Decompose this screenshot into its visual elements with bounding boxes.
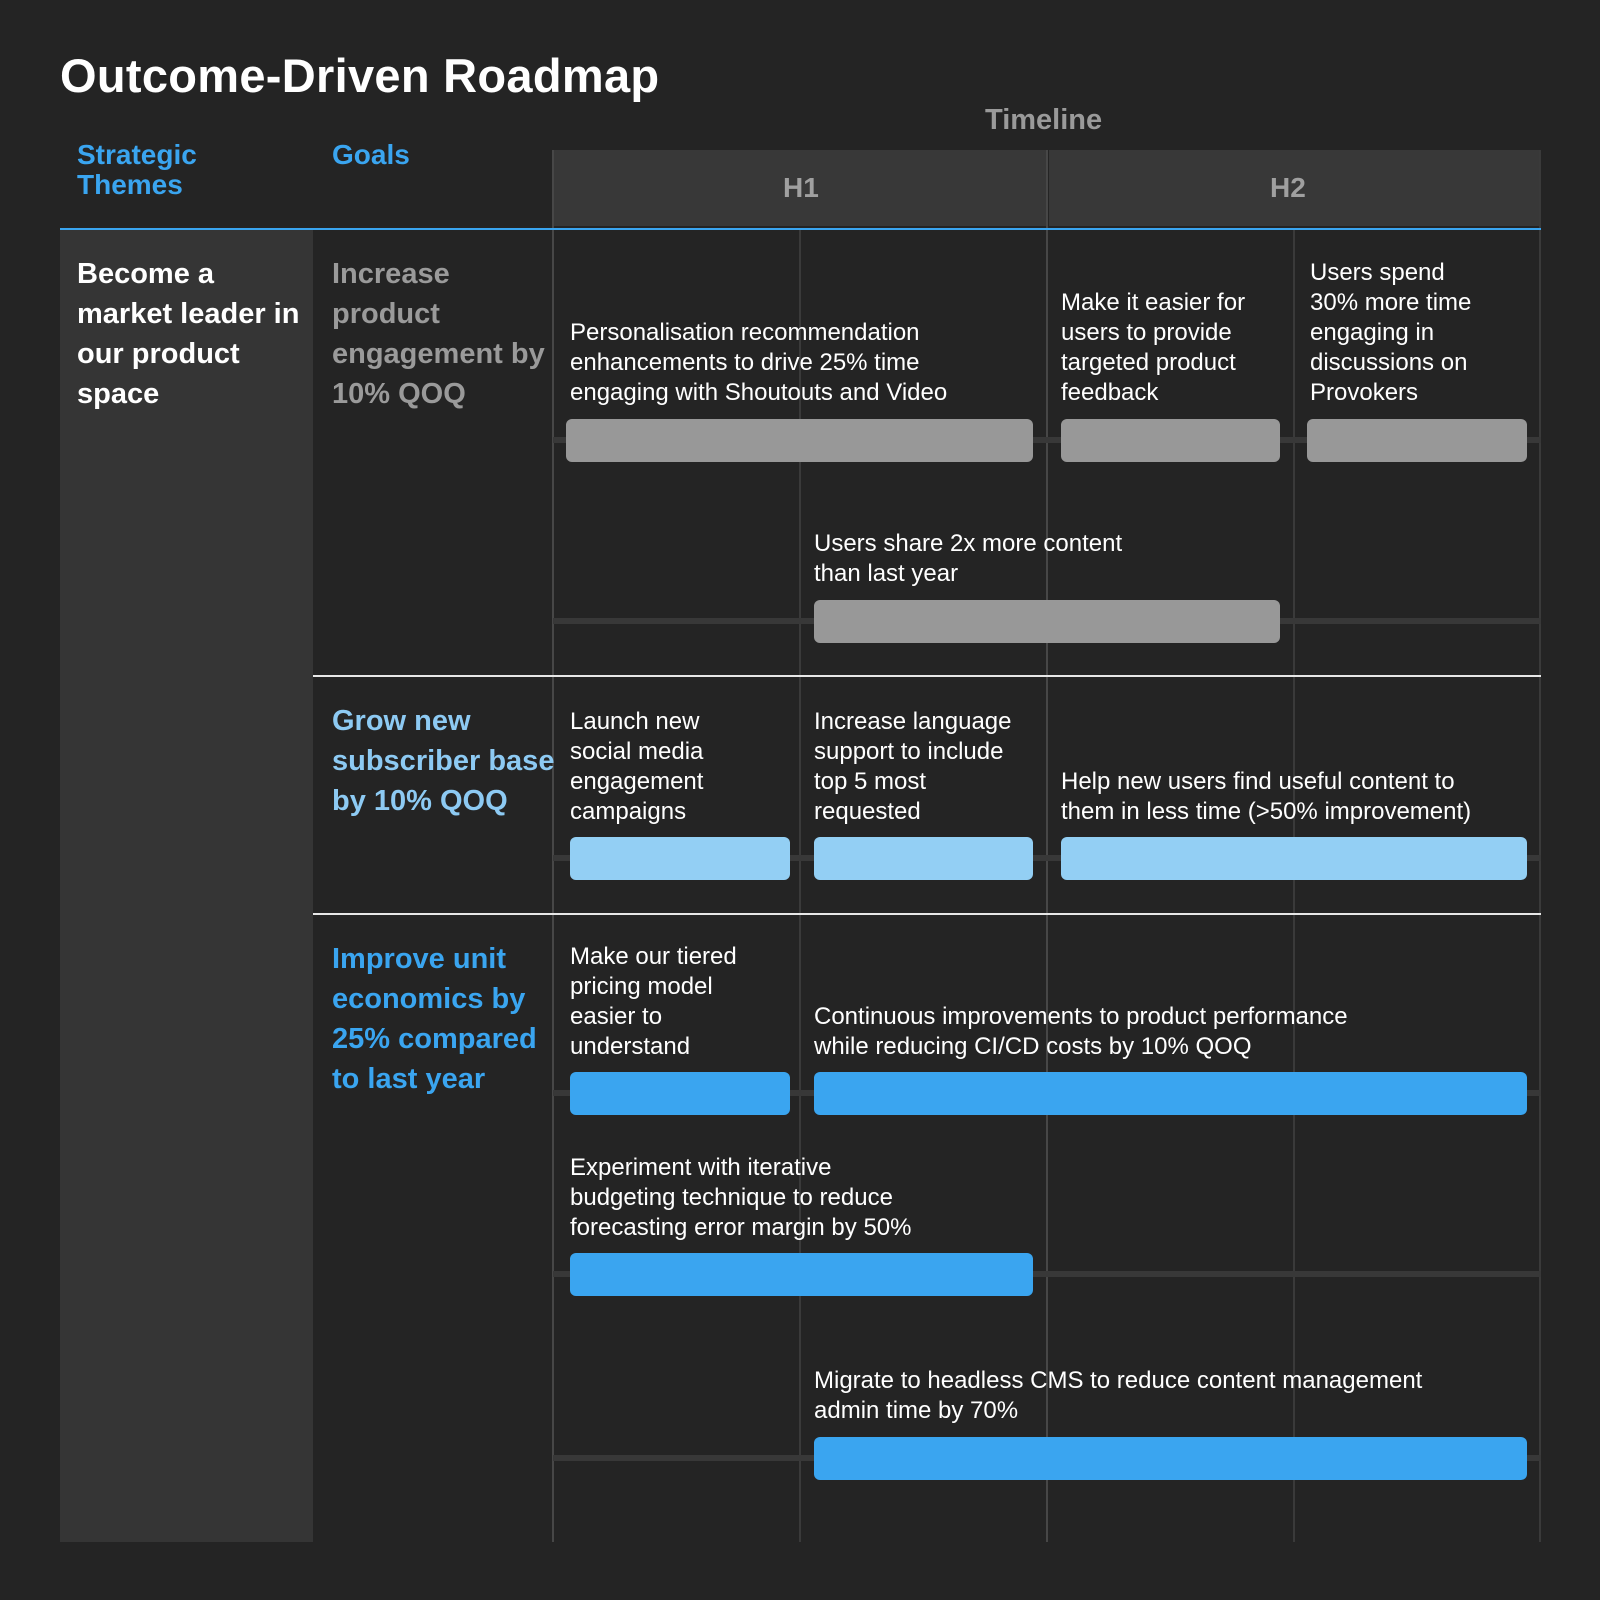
initiative-label: Users share 2x more content than last year [814,530,1123,587]
goal-engagement: Increase product engagement by 10% QOQ [332,258,545,410]
initiative-label: Continuous improvements to product performance while reducing CI/CD costs by 10% QOQ [814,1003,1348,1060]
strategic-theme: Become a market leader in our product space [77,258,300,410]
grid-line-h2 [1046,150,1048,1542]
page-title: Outcome-Driven Roadmap [60,49,660,102]
initiative-bar[interactable] [570,1253,1033,1296]
initiative-bar[interactable] [570,837,790,880]
initiative-bar[interactable] [1061,837,1527,880]
initiative-label: Users spend 30% more time engaging in discussions on Provokers [1310,259,1472,406]
initiative-bar[interactable] [814,600,1280,643]
initiative-label: Migrate to headless CMS to reduce content management admin time by 70% [814,1367,1423,1424]
h1-label: H1 [783,172,819,203]
initiative-bar[interactable] [814,837,1033,880]
goal-unit-economics: Improve unit economics by 25% compared to last year [332,943,537,1095]
initiative-label: Personalisation recommendation enhancements to drive 25% time engaging with Shoutouts and Video [570,319,948,406]
h2-label: H2 [1270,172,1306,203]
initiative-bar[interactable] [1061,419,1280,462]
initiative-label: Launch new social media engagement campaigns [570,708,704,825]
goal-divider-1 [313,675,1541,677]
initiative-bar[interactable] [570,1072,790,1115]
goal-subscribers: Grow new subscriber base by 10% QOQ [332,705,555,817]
grid-line-q4 [1293,230,1295,1542]
initiative-label: Experiment with iterative budgeting technique to reduce forecasting error margin by 50% [570,1154,912,1241]
header-divider [60,228,1541,230]
goals-header: Goals [332,139,410,170]
timeline-label: Timeline [985,104,1103,136]
initiative-bar[interactable] [1307,419,1527,462]
initiative-label: Make it easier for users to provide targeted product feedback [1061,289,1246,406]
grid-line-end [1539,150,1541,1542]
initiative-bar[interactable] [566,419,1033,462]
initiative-bar[interactable] [814,1072,1527,1115]
initiative-label: Increase language support to include top 5 most requested [814,708,1012,825]
theme-column [60,230,313,1542]
strategic-themes-header: Strategic Themes [77,139,197,200]
initiative-bar[interactable] [814,1437,1527,1480]
goal-divider-2 [313,913,1541,915]
initiative-label: Make our tiered pricing model easier to understand [570,943,737,1060]
initiative-label: Help new users find useful content to them in less time (>50% improvement) [1061,768,1472,825]
